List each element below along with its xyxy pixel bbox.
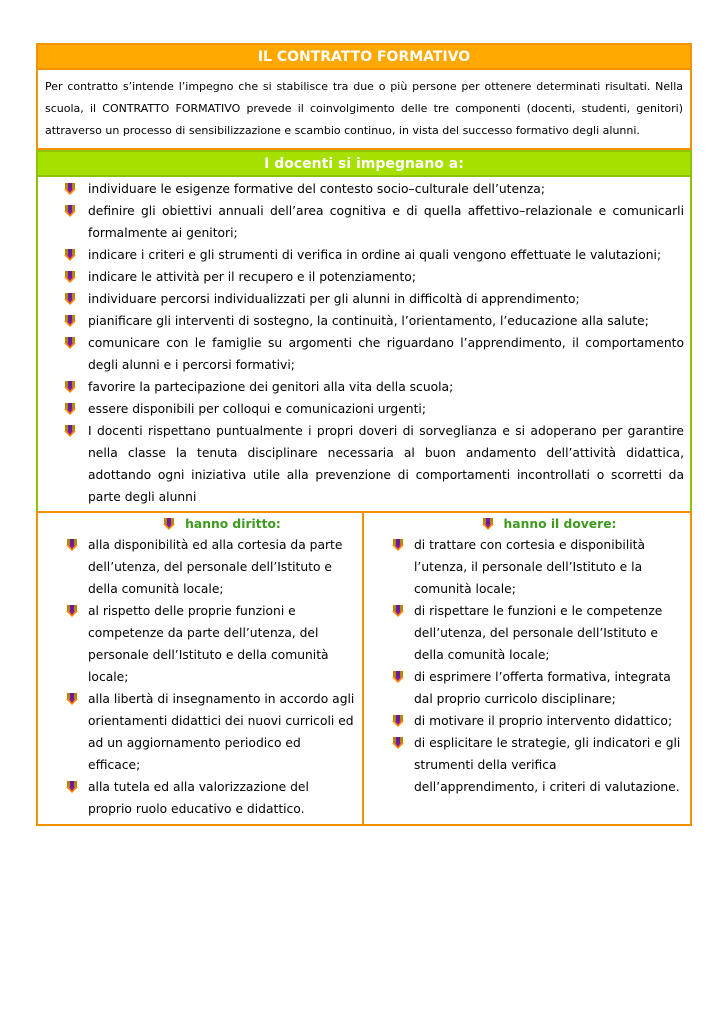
arrow-down-bullet-icon — [64, 425, 76, 437]
arrow-down-bullet-icon — [64, 381, 76, 393]
duties-list-item — [392, 534, 684, 600]
document-title: IL CONTRATTO FORMATIVO — [36, 43, 692, 68]
arrow-down-bullet-icon — [392, 715, 404, 727]
intro-paragraph: Per contratto s’intende l’impegno che si stabilisce tra due o più persone per ottenere determinati risultati. Nella scuola, il CONTRATTO FORMATIVO prevede il coinvolgimento delle tre componenti (docenti, studenti, genitori) attraverso un processo di sensibilizzazione e scambio continuo, in vista del successo formativo degli alunni. — [36, 68, 692, 150]
docenti-list-item — [64, 376, 684, 398]
duties-list-item — [392, 600, 684, 666]
docenti-list-item — [64, 398, 684, 420]
rights-list-item-text: al rispetto delle proprie funzioni e competenze da parte dell’utenza, del personale dell’Istituto e della comunità locale; — [88, 604, 329, 684]
arrow-down-bullet-icon — [392, 737, 404, 749]
duties-list — [392, 534, 684, 798]
section-title-docenti: I docenti si impegnano a: — [36, 150, 692, 177]
arrow-down-bullet-icon — [482, 518, 494, 530]
arrow-down-bullet-icon — [64, 337, 76, 349]
rights-list-item — [66, 600, 356, 688]
docenti-list-item-text: indicare i criteri e gli strumenti di verifica in ordine ai quali vengono effettuate le valutazioni; — [88, 248, 662, 262]
arrow-down-bullet-icon — [66, 693, 78, 705]
arrow-down-bullet-icon — [64, 315, 76, 327]
docenti-list-item — [64, 244, 684, 266]
rights-list-item-text: alla tutela ed alla valorizzazione del proprio ruolo educativo e didattico. — [88, 780, 309, 816]
docenti-list-item — [64, 288, 684, 310]
arrow-down-bullet-icon — [392, 671, 404, 683]
duties-list-item-text: di esplicitare le strategie, gli indicatori e gli strumenti della verifica dell’apprendimento, i criteri di valutazione. — [414, 736, 681, 794]
rights-column — [38, 513, 364, 824]
duties-heading — [392, 514, 684, 534]
arrow-down-bullet-icon — [64, 249, 76, 261]
rights-list — [66, 534, 356, 820]
docenti-list-item — [64, 332, 684, 376]
duties-list-item-text: di trattare con cortesia e disponibilità l’utenza, il personale dell’Istituto e la comunità locale; — [414, 538, 646, 596]
docenti-list-item-text: favorire la partecipazione dei genitori alla vita della scuola; — [88, 380, 454, 394]
rights-heading-text: hanno diritto: — [185, 517, 281, 531]
rights-list-item-text: alla disponibilità ed alla cortesia da parte dell’utenza, del personale dell’Istituto e della comunità locale; — [88, 538, 343, 596]
arrow-down-bullet-icon — [66, 605, 78, 617]
rights-list-item — [66, 534, 356, 600]
docenti-list-item-text: individuare percorsi individualizzati per gli alunni in difficoltà di apprendimento; — [88, 292, 580, 306]
arrow-down-bullet-icon — [64, 205, 76, 217]
docenti-list-item — [64, 200, 684, 244]
docenti-list-item-text: individuare le esigenze formative del contesto socio–culturale dell’utenza; — [88, 182, 545, 196]
docenti-list-item — [64, 310, 684, 332]
document — [36, 43, 692, 826]
duties-list-item-text: di esprimere l’offerta formativa, integrata dal proprio curricolo disciplinare; — [414, 670, 671, 706]
docenti-list-item — [64, 420, 684, 508]
arrow-down-bullet-icon — [64, 271, 76, 283]
rights-heading — [66, 514, 356, 534]
docenti-list-item-text: essere disponibili per colloqui e comunicazioni urgenti; — [88, 402, 426, 416]
docenti-list-item-text: comunicare con le famiglie su argomenti che riguardano l’apprendimento, il comportamento degli alunni e i percorsi formativi; — [88, 336, 684, 372]
arrow-down-bullet-icon — [392, 605, 404, 617]
docenti-list-item — [64, 266, 684, 288]
duties-list-item — [392, 666, 684, 710]
arrow-down-bullet-icon — [392, 539, 404, 551]
docenti-list-item-text: I docenti rispettano puntualmente i propri doveri di sorveglianza e si adoperano per garantire nella classe la tenuta disciplinare necessaria al buon andamento dell’attività didattica, adottando ogni iniziativa utile alla prevenzione di comportamenti incontrollati o scorretti da parte degli alunni — [88, 424, 684, 504]
docenti-list-item-text: pianificare gli interventi di sostegno, la continuità, l’orientamento, l’educazione alla salute; — [88, 314, 649, 328]
docenti-list-item-text: definire gli obiettivi annuali dell’area cognitiva e di quella affettivo–relazionale e comunicarli formalmente ai genitori; — [88, 204, 684, 240]
duties-column — [364, 513, 690, 824]
docenti-list-item — [64, 178, 684, 200]
arrow-down-bullet-icon — [64, 293, 76, 305]
rights-duties-table — [36, 511, 692, 826]
duties-list-item — [392, 710, 684, 732]
arrow-down-bullet-icon — [64, 403, 76, 415]
duties-list-item-text: di rispettare le funzioni e le competenze dell’utenza, del personale dell’Istituto e della comunità locale; — [414, 604, 663, 662]
rights-list-item — [66, 776, 356, 820]
duties-heading-text: hanno il dovere: — [503, 517, 617, 531]
docenti-list — [36, 177, 692, 511]
duties-list-item-text: di motivare il proprio intervento didattico; — [414, 714, 673, 728]
arrow-down-bullet-icon — [163, 518, 175, 530]
arrow-down-bullet-icon — [66, 539, 78, 551]
arrow-down-bullet-icon — [64, 183, 76, 195]
duties-list-item — [392, 732, 684, 798]
docenti-list-item-text: indicare le attività per il recupero e il potenziamento; — [88, 270, 416, 284]
arrow-down-bullet-icon — [66, 781, 78, 793]
rights-list-item-text: alla libertà di insegnamento in accordo agli orientamenti didattici dei nuovi curricoli ed ad un aggiornamento periodico ed efficace; — [88, 692, 355, 772]
rights-list-item — [66, 688, 356, 776]
